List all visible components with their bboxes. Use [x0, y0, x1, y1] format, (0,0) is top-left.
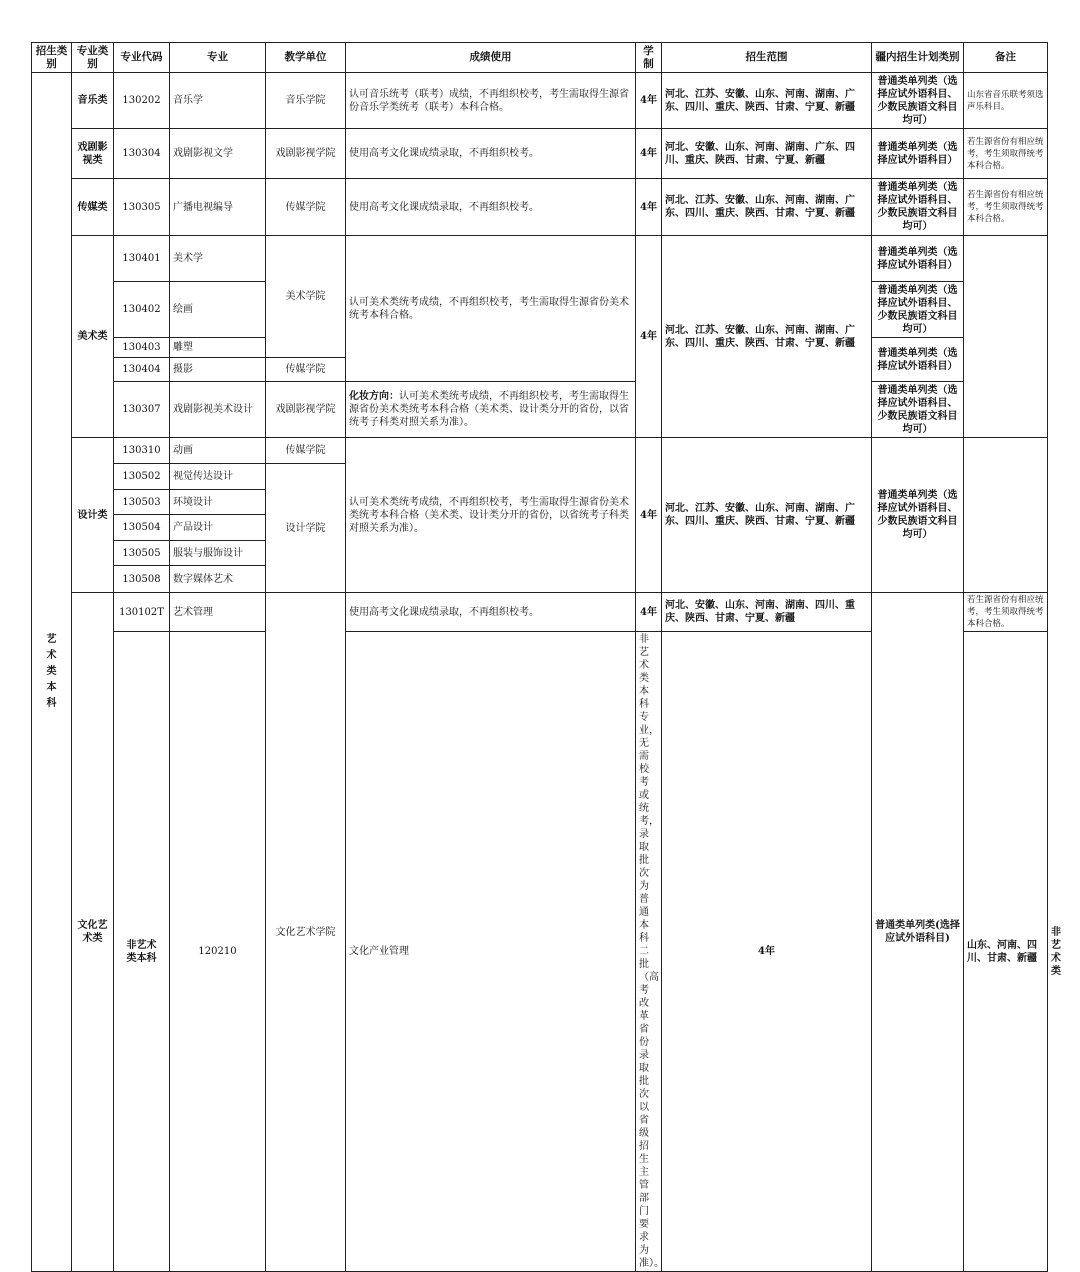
major-cell: 戏剧影视美术设计 [170, 382, 266, 438]
region-cell: 山东、河南、四川、甘肃、新疆 [964, 632, 1048, 1272]
years-cell: 4年 [636, 236, 662, 438]
major-cell: 戏剧影视文学 [170, 129, 266, 179]
major-cell: 广播电视编导 [170, 179, 266, 236]
score-cell: 化妆方向：认可美术类统考成绩，不再组织校考，考生需取得生源省份美术类统考本科合格（美术类、设计类分开的省份，以省统考子科类对照关系为准）。 [346, 382, 636, 438]
table-row [32, 438, 1048, 464]
pcat-fineart: 美术类 [72, 236, 114, 438]
header-region: 招生范围 [662, 43, 872, 73]
plan-cell: 普通类单列类（选择应试外语科目） [872, 236, 964, 282]
note-cell [964, 236, 1048, 438]
score-cell: 使用高考文化课成绩录取，不再组织校考。 [346, 593, 636, 632]
plan-cell: 普通类单列类(选择应试外语科目) [872, 593, 964, 1272]
code-cell: 130508 [114, 566, 170, 593]
code-cell: 130504 [114, 515, 170, 541]
code-cell: 130307 [114, 382, 170, 438]
region-cell: 河北、安徽、山东、河南、湖南、四川、重庆、陕西、甘肃、宁夏、新疆 [662, 593, 872, 632]
table-row [32, 129, 1048, 179]
plan-cell: 普通类单列类（选择应试外语科目、少数民族语文科目均可） [872, 382, 964, 438]
major-cell: 文化产业管理 [346, 632, 636, 1272]
header-unit: 教学单位 [266, 43, 346, 73]
header-years: 学制 [636, 43, 662, 73]
plan-cell: 普通类单列类（选择应试外语科目、少数民族语文科目均可） [872, 282, 964, 338]
header-note: 备注 [964, 43, 1048, 73]
code-cell: 120210 [170, 632, 266, 1272]
score-cell: 认可美术类统考成绩，不再组织校考，考生需取得生源省份美术类统考本科合格（美术类、设计类分开的省份，以省统考子科类对照关系为准）。 [346, 438, 636, 593]
unit-cell: 文化艺术学院 [266, 593, 346, 1272]
header-cat: 招生类别 [32, 43, 72, 73]
code-cell: 130404 [114, 358, 170, 382]
code-cell: 130102T [114, 593, 170, 632]
major-cell: 雕塑 [170, 338, 266, 358]
major-cell: 环境设计 [170, 490, 266, 515]
code-cell: 130505 [114, 541, 170, 566]
major-cell: 音乐学 [170, 73, 266, 129]
score-cell: 使用高考文化课成绩录取，不再组织校考。 [346, 129, 636, 179]
header-plan: 疆内招生计划类别 [872, 43, 964, 73]
header-major: 专业 [170, 43, 266, 73]
score-cell: 使用高考文化课成绩录取，不再组织校考。 [346, 179, 636, 236]
pcat-culture: 文化艺术类 [72, 593, 114, 1272]
code-cell: 130304 [114, 129, 170, 179]
major-cell: 服装与服饰设计 [170, 541, 266, 566]
major-cell: 动画 [170, 438, 266, 464]
plan-cell: 普通类单列类（选择应试外语科目） [872, 338, 964, 382]
region-cell: 河北、江苏、安徽、山东、河南、湖南、广东、四川、重庆、陕西、甘肃、宁夏、新疆 [662, 438, 872, 593]
unit-cell: 传媒学院 [266, 358, 346, 382]
plan-cell: 普通类单列类（选择应试外语科目、少数民族语文科目均可） [872, 179, 964, 236]
years-cell: 4年 [662, 632, 872, 1272]
region-cell: 河北、安徽、山东、河南、湖南、广东、四川、重庆、陕西、甘肃、宁夏、新疆 [662, 129, 872, 179]
major-cell: 产品设计 [170, 515, 266, 541]
score-cell: 非艺术类本科专业，无需校考或统考，录取批次为普通本科二批（高考改革省份录取批次以省级招生主管部门要求为准）。 [636, 632, 662, 1272]
major-cell: 美术学 [170, 236, 266, 282]
years-cell: 4年 [636, 593, 662, 632]
unit-cell: 传媒学院 [266, 438, 346, 464]
pcat-music: 音乐类 [72, 73, 114, 129]
code-cell: 130310 [114, 438, 170, 464]
major-cell: 视觉传达设计 [170, 464, 266, 490]
header-row [32, 43, 1048, 73]
note-cell [964, 438, 1048, 593]
years-cell: 4年 [636, 73, 662, 129]
region-cell: 河北、江苏、安徽、山东、河南、湖南、广东、四川、重庆、陕西、甘肃、宁夏、新疆 [662, 236, 872, 438]
note-cell: 若生源省份有相应统考，考生须取得统考本科合格。 [964, 593, 1048, 632]
header-pcat: 专业类别 [72, 43, 114, 73]
code-cell: 130502 [114, 464, 170, 490]
region-cell: 河北、江苏、安徽、山东、河南、湖南、广东、四川、重庆、陕西、甘肃、宁夏、新疆 [662, 73, 872, 129]
unit-cell: 音乐学院 [266, 73, 346, 129]
unit-cell: 戏剧影视学院 [266, 382, 346, 438]
table-row [32, 593, 1048, 632]
years-cell: 4年 [636, 438, 662, 593]
pcat-design: 设计类 [72, 438, 114, 593]
table-row [32, 382, 1048, 438]
category-nonart: 非艺术类本科 [114, 632, 170, 1272]
header-code: 专业代码 [114, 43, 170, 73]
unit-cell: 美术学院 [266, 236, 346, 358]
table-row [32, 179, 1048, 236]
plan-cell: 普通类单列类（选择应试外语科目、少数民族语文科目均可） [872, 438, 964, 593]
score-cell: 认可美术类统考成绩，不再组织校考，考生需取得生源省份美术统考本科合格。 [346, 236, 636, 382]
unit-cell: 传媒学院 [266, 179, 346, 236]
unit-cell: 设计学院 [266, 464, 346, 593]
region-cell: 河北、江苏、安徽、山东、河南、湖南、广东、四川、重庆、陕西、甘肃、宁夏、新疆 [662, 179, 872, 236]
note-cell: 若生源省份有相应统考，考生须取得统考本科合格。 [964, 179, 1048, 236]
note-cell: 若生源省份有相应统考，考生须取得统考本科合格。 [964, 129, 1048, 179]
note-cell: 山东省音乐联考须选声乐科目。 [964, 73, 1048, 129]
category-art: 艺术类本科 [32, 73, 72, 1272]
pcat-media: 传媒类 [72, 179, 114, 236]
code-cell: 130305 [114, 179, 170, 236]
code-cell: 130403 [114, 338, 170, 358]
major-cell: 绘画 [170, 282, 266, 338]
table-row: 非艺术类本科 120210 文化产业管理 非艺术类本科专业，无需校考或统考，录取批次为普通本科二批（高考改革省份录取批次以省级招生主管部门要求为准）。 4年 山东、河南、四川、甘肃、新疆 非艺术类 [32, 632, 1048, 1272]
admissions-table [31, 42, 1061, 1272]
major-cell: 数字媒体艺术 [170, 566, 266, 593]
plan-cell: 普通类单列类（选择应试外语科目） [872, 129, 964, 179]
code-cell: 130503 [114, 490, 170, 515]
unit-cell: 戏剧影视学院 [266, 129, 346, 179]
years-cell: 4年 [636, 179, 662, 236]
table-row [32, 236, 1048, 282]
code-cell: 130402 [114, 282, 170, 338]
code-cell: 130401 [114, 236, 170, 282]
header-score: 成绩使用 [346, 43, 636, 73]
major-cell: 摄影 [170, 358, 266, 382]
score-cell: 认可音乐统考（联考）成绩，不再组织校考，考生需取得生源省份音乐学类统考（联考）本科合格。 [346, 73, 636, 129]
table-row [32, 73, 1048, 129]
years-cell: 4年 [636, 129, 662, 179]
code-cell: 130202 [114, 73, 170, 129]
major-cell: 艺术管理 [170, 593, 266, 632]
pcat-drama: 戏剧影视类 [72, 129, 114, 179]
plan-cell: 普通类单列类（选择应试外语科目、少数民族语文科目均可） [872, 73, 964, 129]
